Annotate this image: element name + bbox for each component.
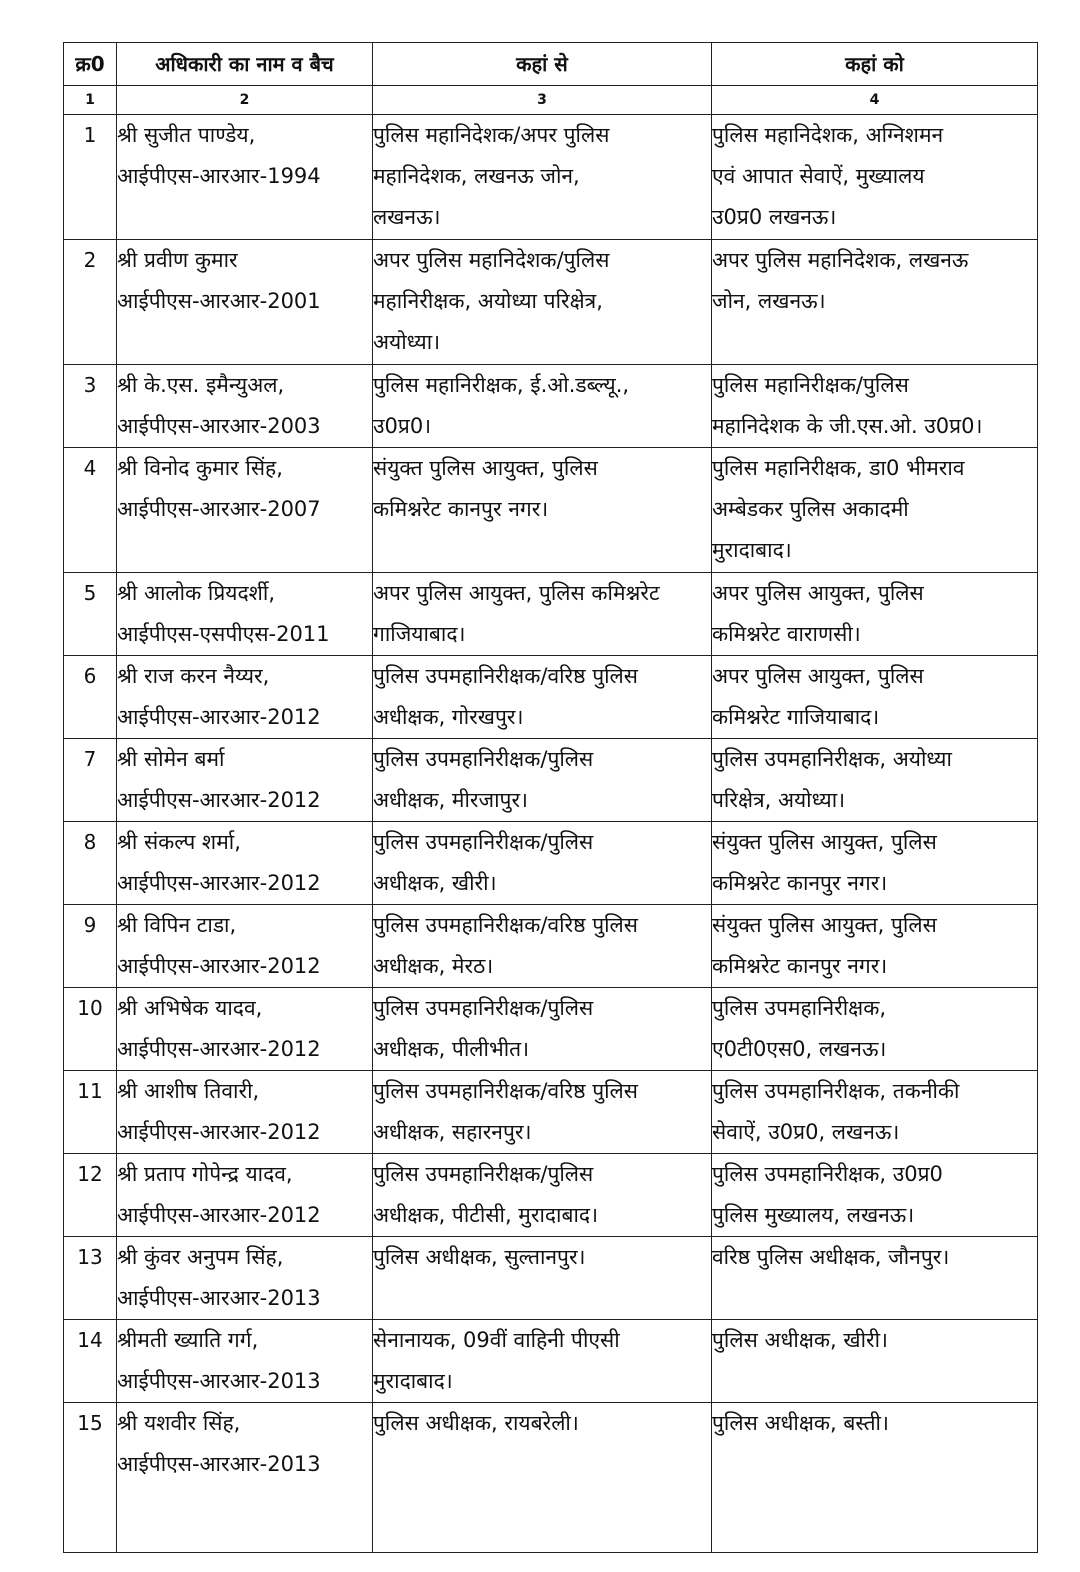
serial-number: 2	[64, 240, 117, 365]
from-cell	[373, 988, 712, 1071]
serial-number: 1	[64, 115, 117, 240]
officer-name: श्री सोमेन बर्मा	[117, 747, 225, 771]
from-line: अपर पुलिस आयुक्त, पुलिस कमिश्नरेट	[373, 581, 660, 605]
officer-batch: आईपीएस-आरआर-1994	[117, 164, 321, 188]
to-line: कमिश्नरेट वाराणसी।	[712, 622, 861, 646]
officer-batch: आईपीएस-आरआर-2012	[117, 871, 321, 895]
to-line: अपर पुलिस आयुक्त, पुलिस	[712, 664, 924, 688]
from-line: पुलिस उपमहानिरीक्षक/वरिष्ठ पुलिस	[373, 913, 638, 937]
header-from: कहां से	[373, 43, 712, 86]
to-cell	[712, 905, 1038, 988]
to-line: पुलिस उपमहानिरीक्षक, उ0प्र0	[712, 1162, 943, 1186]
officer-batch: आईपीएस-आरआर-2012	[117, 1203, 321, 1227]
serial-number: 6	[64, 656, 117, 739]
to-cell	[712, 1071, 1038, 1154]
officer-name: श्री विपिन टाडा,	[117, 913, 237, 937]
from-cell	[373, 656, 712, 739]
from-line: अधीक्षक, पीलीभीत।	[373, 1037, 530, 1061]
column-number: 2	[117, 86, 373, 115]
from-line: पुलिस अधीक्षक, सुल्तानपुर।	[373, 1245, 586, 1269]
column-number: 1	[64, 86, 117, 115]
from-cell	[373, 822, 712, 905]
officer-cell	[117, 1154, 373, 1237]
officer-name: श्री प्रताप गोपेन्द्र यादव,	[117, 1162, 293, 1186]
to-line: पुलिस उपमहानिरीक्षक,	[712, 996, 887, 1020]
from-line: संयुक्त पुलिस आयुक्त, पुलिस	[373, 456, 598, 480]
officer-cell	[117, 573, 373, 656]
to-cell	[712, 656, 1038, 739]
serial-number: 15	[64, 1403, 117, 1553]
from-cell	[373, 365, 712, 448]
from-line: पुलिस महानिरीक्षक, ई.ओ.डब्ल्यू.,	[373, 373, 630, 397]
from-line: गाजियाबाद।	[373, 622, 466, 646]
table-row	[64, 1237, 1038, 1320]
table-row	[64, 1154, 1038, 1237]
serial-number: 5	[64, 573, 117, 656]
from-line: अपर पुलिस महानिदेशक/पुलिस	[373, 248, 610, 272]
table-row	[64, 573, 1038, 656]
table-row	[64, 240, 1038, 365]
serial-number: 14	[64, 1320, 117, 1403]
officer-cell	[117, 988, 373, 1071]
serial-number: 11	[64, 1071, 117, 1154]
to-line: पुलिस अधीक्षक, बस्ती।	[712, 1411, 889, 1435]
table-row	[64, 988, 1038, 1071]
officer-cell	[117, 1320, 373, 1403]
from-line: अधीक्षक, मेरठ।	[373, 954, 494, 978]
from-line: उ0प्र0।	[373, 414, 432, 438]
to-cell	[712, 1320, 1038, 1403]
from-cell	[373, 115, 712, 240]
from-line: पुलिस उपमहानिरीक्षक/पुलिस	[373, 830, 594, 854]
officer-cell	[117, 905, 373, 988]
from-cell	[373, 1237, 712, 1320]
officer-cell	[117, 1403, 373, 1553]
from-line: अधीक्षक, गोरखपुर।	[373, 705, 524, 729]
from-line: पुलिस उपमहानिरीक्षक/वरिष्ठ पुलिस	[373, 664, 638, 688]
from-line: अधीक्षक, सहारनपुर।	[373, 1120, 532, 1144]
officer-name: श्री के.एस. इमैन्युअल,	[117, 373, 285, 397]
to-line: संयुक्त पुलिस आयुक्त, पुलिस	[712, 913, 937, 937]
from-line: मुरादाबाद।	[373, 1369, 453, 1393]
officer-name: श्री आशीष तिवारी,	[117, 1079, 260, 1103]
from-cell	[373, 1403, 712, 1553]
to-cell	[712, 988, 1038, 1071]
officer-batch: आईपीएस-आरआर-2013	[117, 1286, 321, 1310]
to-line: पुलिस मुख्यालय, लखनऊ।	[712, 1203, 915, 1227]
from-line: पुलिस उपमहानिरीक्षक/पुलिस	[373, 1162, 594, 1186]
from-cell	[373, 1071, 712, 1154]
from-line: अधीक्षक, खीरी।	[373, 871, 497, 895]
to-line: परिक्षेत्र, अयोध्या।	[712, 788, 846, 812]
table-row	[64, 739, 1038, 822]
from-cell	[373, 1154, 712, 1237]
to-line: उ0प्र0 लखनऊ।	[712, 205, 837, 229]
from-cell	[373, 739, 712, 822]
serial-number: 13	[64, 1237, 117, 1320]
to-cell	[712, 1154, 1038, 1237]
from-line: पुलिस उपमहानिरीक्षक/पुलिस	[373, 996, 594, 1020]
to-line: पुलिस उपमहानिरीक्षक, तकनीकी	[712, 1079, 960, 1103]
serial-number: 9	[64, 905, 117, 988]
to-line: ए0टी0एस0, लखनऊ।	[712, 1037, 887, 1061]
officer-name: श्री संकल्प शर्मा,	[117, 830, 241, 854]
to-cell	[712, 822, 1038, 905]
from-line: पुलिस महानिदेशक/अपर पुलिस	[373, 123, 610, 147]
officer-name: श्री आलोक प्रियदर्शी,	[117, 581, 276, 605]
header-row	[64, 43, 1038, 86]
to-line: एवं आपात सेवाऐं, मुख्यालय	[712, 164, 925, 188]
to-line: पुलिस महानिदेशक, अग्निशमन	[712, 123, 944, 147]
to-cell	[712, 365, 1038, 448]
from-line: पुलिस अधीक्षक, रायबरेली।	[373, 1411, 579, 1435]
officer-batch: आईपीएस-आरआर-2003	[117, 414, 321, 438]
to-line: अम्बेडकर पुलिस अकादमी	[712, 497, 909, 521]
to-cell	[712, 115, 1038, 240]
officer-name: श्रीमती ख्याति गर्ग,	[117, 1328, 259, 1352]
to-line: कमिश्नरेट गाजियाबाद।	[712, 705, 880, 729]
to-line: मुरादाबाद।	[712, 538, 792, 562]
transfer-table	[63, 42, 1038, 1553]
officer-cell	[117, 822, 373, 905]
header-to: कहां को	[712, 43, 1038, 86]
serial-number: 12	[64, 1154, 117, 1237]
to-cell	[712, 448, 1038, 573]
to-line: कमिश्नरेट कानपुर नगर।	[712, 954, 888, 978]
serial-number: 10	[64, 988, 117, 1071]
to-cell	[712, 1237, 1038, 1320]
from-line: अयोध्या।	[373, 330, 441, 354]
officer-name: श्री प्रवीण कुमार	[117, 248, 238, 272]
table-row	[64, 1320, 1038, 1403]
to-line: अपर पुलिस महानिदेशक, लखनऊ	[712, 248, 969, 272]
officer-batch: आईपीएस-आरआर-2012	[117, 954, 321, 978]
to-cell	[712, 573, 1038, 656]
to-line: पुलिस महानिरीक्षक, डा0 भीमराव	[712, 456, 965, 480]
officer-batch: आईपीएस-आरआर-2012	[117, 705, 321, 729]
to-line: पुलिस अधीक्षक, खीरी।	[712, 1328, 889, 1352]
to-line: पुलिस महानिरीक्षक/पुलिस	[712, 373, 909, 397]
from-line: सेनानायक, 09वीं वाहिनी पीएसी	[373, 1328, 620, 1352]
to-line: सेवाऐं, उ0प्र0, लखनऊ।	[712, 1120, 900, 1144]
from-cell	[373, 1320, 712, 1403]
from-line: कमिश्नरेट कानपुर नगर।	[373, 497, 549, 521]
officer-name: श्री यशवीर सिंह,	[117, 1411, 241, 1435]
to-cell	[712, 1403, 1038, 1553]
officer-cell	[117, 365, 373, 448]
header-officer-name: अधिकारी का नाम व बैच	[117, 43, 373, 86]
officer-cell	[117, 1237, 373, 1320]
officer-name: श्री अभिषेक यादव,	[117, 996, 263, 1020]
serial-number: 8	[64, 822, 117, 905]
from-line: पुलिस उपमहानिरीक्षक/पुलिस	[373, 747, 594, 771]
to-line: अपर पुलिस आयुक्त, पुलिस	[712, 581, 924, 605]
to-line: कमिश्नरेट कानपुर नगर।	[712, 871, 888, 895]
column-number-row	[64, 86, 1038, 115]
from-line: महानिदेशक, लखनऊ जोन,	[373, 164, 580, 188]
table-row	[64, 1071, 1038, 1154]
officer-name: श्री सुजीत पाण्डेय,	[117, 123, 256, 147]
from-line: पुलिस उपमहानिरीक्षक/वरिष्ठ पुलिस	[373, 1079, 638, 1103]
officer-name: श्री कुंवर अनुपम सिंह,	[117, 1245, 284, 1269]
header-serial: क्र0	[64, 43, 117, 86]
from-line: लखनऊ।	[373, 205, 441, 229]
table-row	[64, 115, 1038, 240]
table-row	[64, 905, 1038, 988]
serial-number: 4	[64, 448, 117, 573]
table-row	[64, 822, 1038, 905]
to-line: पुलिस उपमहानिरीक्षक, अयोध्या	[712, 747, 952, 771]
officer-name: श्री राज करन नैय्यर,	[117, 664, 270, 688]
from-cell	[373, 240, 712, 365]
officer-cell	[117, 656, 373, 739]
officer-name: श्री विनोद कुमार सिंह,	[117, 456, 283, 480]
column-number: 3	[373, 86, 712, 115]
officer-cell	[117, 448, 373, 573]
officer-batch: आईपीएस-आरआर-2013	[117, 1369, 321, 1393]
to-line: महानिदेशक के जी.एस.ओ. उ0प्र0।	[712, 414, 983, 438]
column-number: 4	[712, 86, 1038, 115]
from-cell	[373, 905, 712, 988]
table-row	[64, 365, 1038, 448]
officer-batch: आईपीएस-आरआर-2012	[117, 788, 321, 812]
officer-batch: आईपीएस-एसपीएस-2011	[117, 622, 330, 646]
serial-number: 7	[64, 739, 117, 822]
from-line: अधीक्षक, मीरजापुर।	[373, 788, 529, 812]
officer-cell	[117, 240, 373, 365]
table-row	[64, 1403, 1038, 1553]
officer-batch: आईपीएस-आरआर-2012	[117, 1120, 321, 1144]
officer-batch: आईपीएस-आरआर-2007	[117, 497, 321, 521]
from-cell	[373, 573, 712, 656]
from-line: अधीक्षक, पीटीसी, मुरादाबाद।	[373, 1203, 599, 1227]
to-line: वरिष्ठ पुलिस अधीक्षक, जौनपुर।	[712, 1245, 950, 1269]
from-cell	[373, 448, 712, 573]
officer-batch: आईपीएस-आरआर-2012	[117, 1037, 321, 1061]
table-row	[64, 656, 1038, 739]
officer-cell	[117, 739, 373, 822]
officer-batch: आईपीएस-आरआर-2001	[117, 289, 321, 313]
from-line: महानिरीक्षक, अयोध्या परिक्षेत्र,	[373, 289, 603, 313]
to-line: संयुक्त पुलिस आयुक्त, पुलिस	[712, 830, 937, 854]
to-cell	[712, 739, 1038, 822]
officer-cell	[117, 1071, 373, 1154]
serial-number: 3	[64, 365, 117, 448]
officer-cell	[117, 115, 373, 240]
to-line: जोन, लखनऊ।	[712, 289, 826, 313]
table-row	[64, 448, 1038, 573]
to-cell	[712, 240, 1038, 365]
officer-batch: आईपीएस-आरआर-2013	[117, 1452, 321, 1476]
